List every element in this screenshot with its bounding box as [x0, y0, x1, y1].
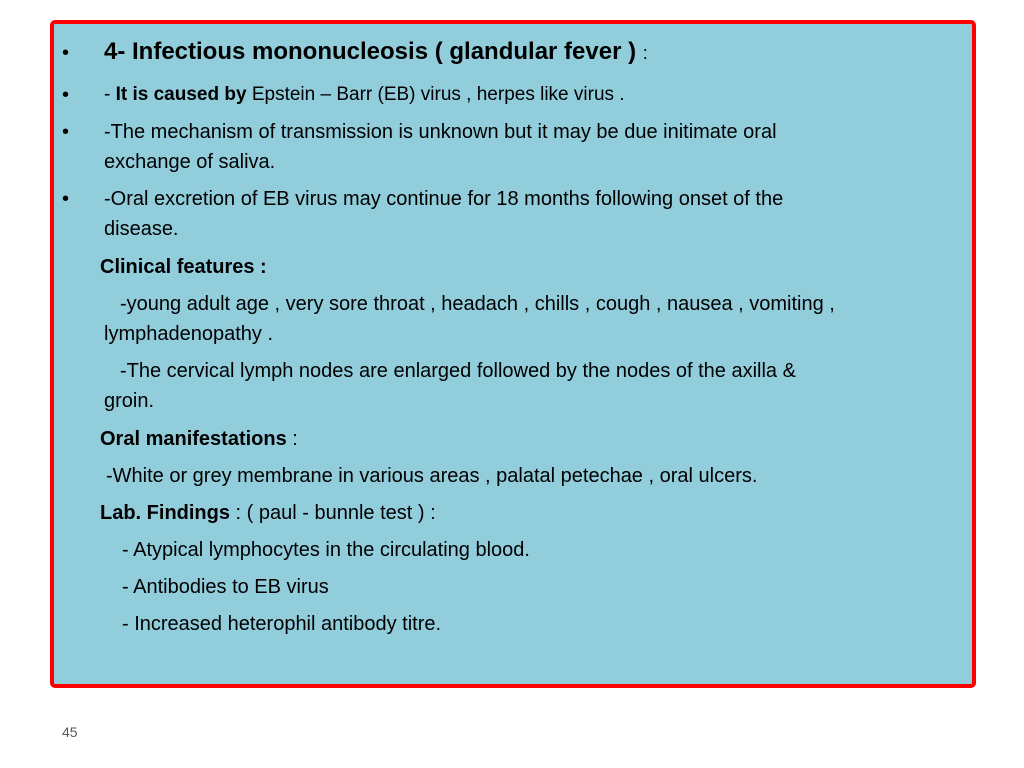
bullet-dot: •	[62, 121, 70, 143]
bullet-cause-bold: It is caused by	[115, 84, 247, 105]
bullet-transmission-line2: exchange of saliva.	[104, 151, 276, 173]
bullet-cause-prefix: -	[104, 84, 116, 105]
oral-manifestations-item: -White or grey membrane in various areas , palatal petechae , oral ulcers.	[106, 465, 758, 487]
slide-title-colon: :	[642, 43, 648, 63]
clinical-item2-line2: groin.	[104, 390, 155, 412]
oral-manifestations-heading-text: Oral manifestations	[100, 428, 287, 450]
lab-finding-item: - Increased heterophil antibody titre.	[122, 613, 442, 635]
slide-content-box	[50, 20, 976, 688]
oral-manifestations-heading-suffix: :	[286, 428, 298, 450]
lab-finding-item: - Atypical lymphocytes in the circulating blood.	[122, 539, 530, 561]
oral-manifestations-heading	[100, 424, 298, 454]
slide-title	[104, 35, 648, 70]
clinical-item1-line1: -young adult age , very sore throat , headach , chills , cough , nausea , vomiting ,	[120, 293, 835, 315]
lab-findings-heading-text: Lab. Findings	[100, 502, 230, 524]
bullet-excretion-line1: -Oral excretion of EB virus may continue for 18 months following onset of the	[104, 188, 784, 210]
page-number: 45	[62, 724, 78, 740]
slide-title-text: 4- Infectious mononucleosis ( glandular fever )	[104, 38, 637, 65]
bullet-dot: •	[62, 188, 70, 210]
clinical-item2-line1: -The cervical lymph nodes are enlarged followed by the nodes of the axilla &	[120, 360, 796, 382]
bullet-cause-text: Epstein – Barr (EB) virus , herpes like virus .	[246, 84, 625, 105]
lab-findings-heading	[100, 498, 436, 528]
bullet-excretion-line2: disease.	[104, 218, 179, 240]
clinical-item1-line2: lymphadenopathy .	[104, 323, 274, 345]
bullet-cause	[104, 80, 625, 110]
bullet-dot: •	[62, 84, 70, 106]
bullet-dot: •	[62, 42, 70, 64]
bullet-transmission-line1: -The mechanism of transmission is unknown but it may be due initimate oral	[104, 121, 777, 143]
lab-finding-item: - Antibodies to EB virus	[122, 576, 329, 598]
clinical-features-heading: Clinical features :	[100, 256, 267, 278]
lab-findings-heading-suffix: : ( paul - bunnle test ) :	[230, 502, 436, 524]
